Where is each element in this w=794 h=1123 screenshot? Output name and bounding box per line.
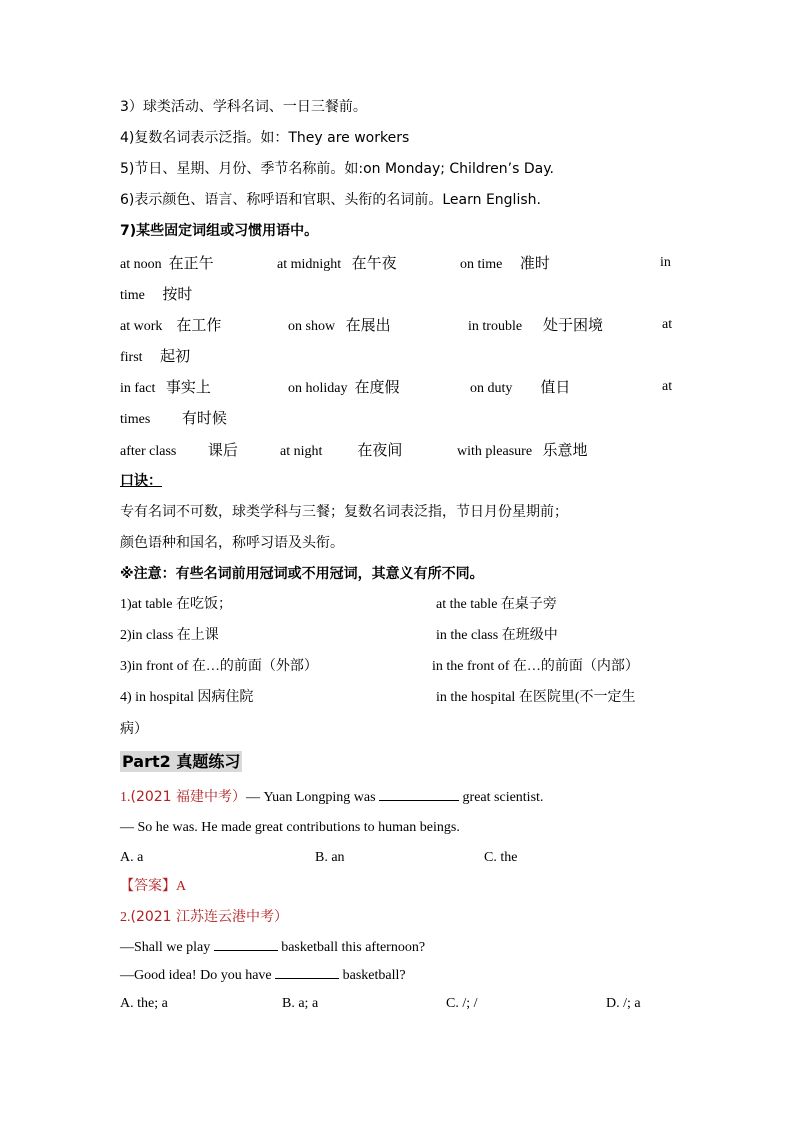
phrase-on-show: on show 在展出 (288, 316, 391, 334)
rule-3: 3）球类活动、学科名词、一日三餐前。 (120, 99, 367, 115)
q2-line-1: —Shall we play basketball this afternoon? (120, 940, 426, 955)
q2-line-2: —Good idea! Do you have basketball? (120, 968, 406, 983)
note-pair-4-right: in the hospital 在医院里(不一定生 (436, 690, 636, 705)
phrase-in-prefix: in (660, 255, 671, 270)
note-pair-3-right: in the front of 在…的前面（内部） (432, 659, 639, 674)
q2-blank-1 (214, 950, 278, 951)
phrase-in-fact: in fact 事实上 (120, 378, 211, 396)
mnemonic-line-2: 颜色语种和国名，称呼习语及头衔。 (120, 535, 344, 551)
note-wrap: 病） (120, 721, 148, 737)
phrase-at-midnight: at midnight 在午夜 (277, 254, 397, 272)
phrase-on-time: on time 准时 (460, 254, 550, 272)
q1-option-b: B. an (315, 850, 345, 865)
part2-title: Part2 真题练习 (122, 752, 241, 771)
note-title: ※注意：有些名词前用冠词或不用冠词，其意义有所不同。 (120, 566, 484, 582)
phrase-at-prefix-2: at (662, 379, 673, 394)
phrase-in-trouble: in trouble 处于困境 (468, 316, 604, 334)
phrase-at-night: at night 在夜间 (280, 441, 403, 459)
phrase-with-pleasure: with pleasure 乐意地 (457, 441, 588, 459)
q2-header (120, 908, 288, 927)
q1-option-a: A. a (120, 850, 144, 865)
note-pair-3-left: 3)in front of 在…的前面（外部） (120, 659, 318, 674)
q2-source: (2021 江苏连云港中考） (130, 909, 289, 925)
note-pair-2-right: in the class 在班级中 (436, 628, 558, 643)
q2-number: 2. (120, 910, 131, 925)
mnemonic-title: 口诀： (120, 473, 162, 489)
phrase-at-noon: at noon 在正午 (120, 254, 214, 272)
phrase-at-work: at work 在工作 (120, 316, 222, 334)
rule-5: 5)节日、星期、月份、季节名称前。如:on Monday; Children’s Day. (120, 161, 554, 177)
q2-option-d: D. /; a (606, 996, 641, 1011)
rule-6: 6)表示颜色、语言、称呼语和官职、头衔的名词前。Learn English. (120, 192, 541, 208)
q2-option-a: A. the; a (120, 996, 168, 1011)
note-pair-1-right: at the table 在桌子旁 (436, 597, 557, 612)
note-pair-2-left: 2)in class 在上课 (120, 628, 219, 643)
note-pair-1-left: 1)at table 在吃饭； (120, 597, 232, 612)
rule-7-heading: 7)某些固定词组或习惯用语中。 (120, 223, 319, 239)
rule-4: 4)复数名词表示泛指。如：They are workers (120, 130, 410, 146)
q1-line-2: — So he was. He made great contributions to human beings. (120, 820, 460, 835)
q2-blank-2 (275, 978, 339, 979)
q1-source: (2021 福建中考） (130, 789, 247, 805)
q1-blank (379, 800, 459, 801)
phrase-on-duty: on duty 值日 (470, 378, 571, 396)
q1-answer: 【答案】A (120, 878, 187, 894)
phrase-after-class: after class 课后 (120, 441, 238, 459)
phrase-at-prefix-1: at (662, 317, 673, 332)
mnemonic-line-1: 专有名词不可数，球类学科与三餐；复数名词表泛指，节日月份星期前； (120, 504, 568, 520)
phrase-at-first-wrap: first 起初 (120, 347, 191, 365)
q2-option-c: C. /; / (446, 996, 478, 1011)
q1-option-c: C. the (484, 850, 518, 865)
note-pair-4-left: 4) in hospital 因病住院 (120, 690, 254, 705)
q1-number: 1. (120, 790, 131, 805)
q2-option-b: B. a; a (282, 996, 319, 1011)
phrase-on-holiday: on holiday 在度假 (288, 378, 400, 396)
phrase-at-times-wrap: times 有时候 (120, 409, 227, 427)
phrase-in-time-wrap: time 按时 (120, 285, 193, 303)
q1-stem: 1.(2021 福建中考）— Yuan Longping was great scientist. (120, 789, 544, 805)
